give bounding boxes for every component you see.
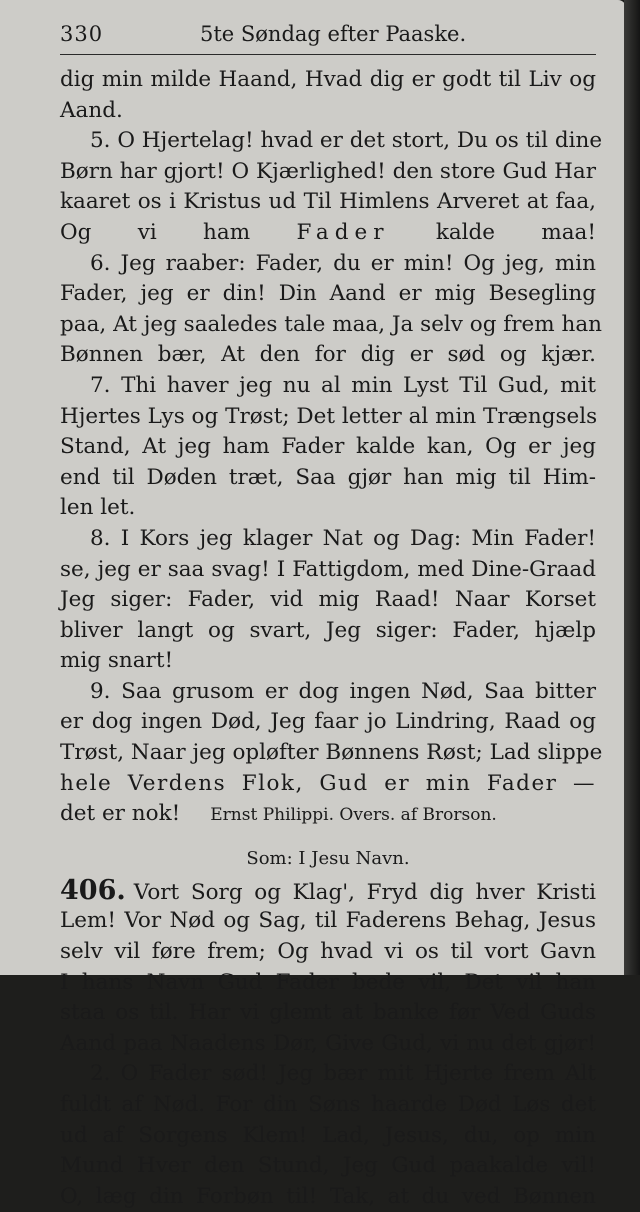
verse-8-line: se, jeg er saa svag! I Fattigdom, med Dine-Graad: [60, 556, 596, 582]
spaced-word: Fader: [296, 219, 390, 245]
verse-text: kalde maa!: [435, 219, 597, 245]
verse-5-line: [60, 218, 596, 249]
hymn-406-line: staa os til. Har vi glemt at banke før Ved Guds: [60, 1000, 596, 1026]
melody-reference: Som: I Jesu Navn.: [246, 847, 410, 869]
verse-9-line: er dog ingen Død, Jeg faar jo Lindring, Raad og: [60, 709, 596, 735]
page-body: [60, 55, 603, 1212]
running-title: 5te Søndag efter Paaske.: [200, 22, 467, 46]
verse-6-line: paa, At jeg saaledes tale maa, Ja selv og frem han: [60, 311, 603, 337]
verse-5-line: kaaret os i Kristus ud Til Himlens Arveret at faa,: [60, 189, 596, 215]
verse-7-line: Stand, At jeg ham Fader kalde kan, Og er jeg: [60, 434, 596, 460]
verse-2-line: ud af Sorgens Klem! Lad, Jesus, du, op min: [60, 1122, 596, 1148]
hymn-406-line: Aand paa Naadens Dør, Give Gud, vi nu det gjør!: [60, 1030, 596, 1056]
page-number: 330: [60, 22, 104, 46]
verse-6-line: 6. Jeg raaber: Fader, du er min! Og jeg, min: [90, 250, 596, 276]
verse-6-line: Fader, jeg er din! Din Aand er mig Besegling: [60, 281, 596, 307]
verse-8-line: bliver langt og svart, Jeg siger: Fader, hjælp: [60, 617, 596, 643]
book-edge: [624, 0, 640, 975]
hymn-406-line: [60, 876, 596, 907]
verse-text: det er nok!: [60, 801, 181, 827]
attribution: Ernst Philippi. Overs. af Brorson.: [210, 805, 497, 826]
hymn-406-line: Lem! Vor Nød og Sag, til Faderens Behag, Jesus: [60, 908, 596, 934]
verse-8-line: Jeg siger: Fader, vid mig Raad! Naar Korset: [60, 587, 596, 613]
verse-7-line: 7. Thi haver jeg nu al min Lyst Til Gud, mit: [90, 372, 596, 398]
verse-2-line: 2. O Fader sød! Jeg bær mit Hjerte frem Alt: [90, 1061, 596, 1087]
verse-9-line: Trøst, Naar jeg opløfter Bønnens Røst; Lad slippe: [60, 740, 603, 766]
verse-5-line: 5. O Hjertelag! hvad er det stort, Du os til dine: [90, 128, 603, 154]
text-line: Aand.: [60, 97, 123, 123]
verse-7-line: Hjertes Lys og Trøst; Det letter al min Trængsels: [60, 403, 598, 429]
hymn-406-line: selv vil føre frem; Og hvad vi os til vort Gavn: [60, 939, 596, 965]
verse-8-line: mig snart!: [60, 648, 174, 674]
hymn-number: 406.: [60, 874, 126, 906]
verse-9-line: hele Verdens Flok, Gud er min Fader —: [60, 770, 596, 796]
verse-6-line: Bønnen bær, At den for dig er sød og kjær.: [60, 342, 596, 368]
verse-5-line: Børn har gjort! O Kjærlighed! den store Gud Har: [60, 158, 596, 184]
verse-text: Vort Sorg og Klag', Fryd dig hver Kristi: [133, 879, 596, 905]
verse-text: Og vi ham: [60, 219, 251, 245]
verse-7-line: len let.: [60, 495, 136, 521]
verse-2-line: O, læg din Forbøn til! Tak, at du ved Bønnen: [60, 1183, 596, 1209]
hymn-406-line: I hans Navn Gud Fader bede vil, Det vil han: [60, 969, 596, 995]
verse-8-line: 8. I Kors jeg klager Nat og Dag: Min Fader!: [90, 525, 596, 551]
text-line: dig min milde Haand, Hvad dig er godt til Liv og: [60, 67, 596, 92]
verse-2-line: fuldt af Nød. For din Søns haarde Død Løs det: [60, 1092, 596, 1117]
verse-2-line: Mund Hver den Stund, Jeg Gud paakalde vil!: [60, 1153, 596, 1179]
verse-9-line: [60, 799, 596, 830]
verse-7-line: end til Døden træt, Saa gjør han mig til Him-: [60, 464, 596, 490]
verse-9-line: 9. Saa grusom er dog ingen Nød, Saa bitter: [90, 678, 596, 704]
page-header: [60, 0, 596, 55]
